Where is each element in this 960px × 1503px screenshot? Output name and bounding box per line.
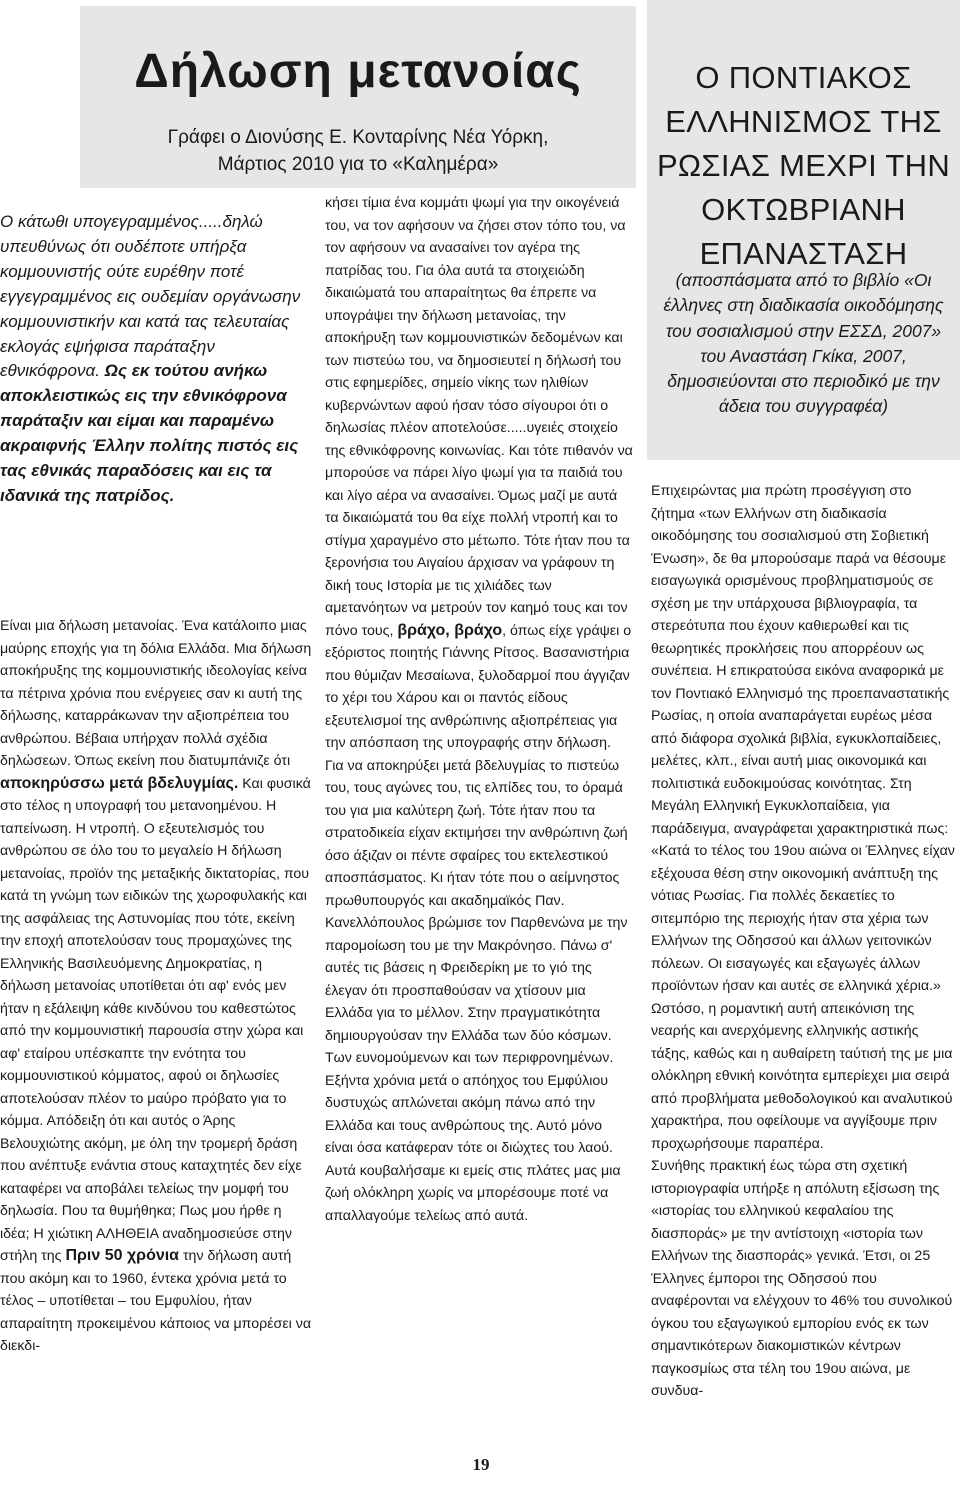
col2-text-2: , όπως είχε γράψει ο εξόριστος ποιητής Γιάννης Ρίτσος. Βασανιστήρια που θύμιζαν Μεσαίωνα, ξυλοδαρμοί που άγγιζαν το χέρι του Χάρου και οι παντός είδους εξευτελισμοί της ανθρώπινης αξιοπρέπειας για την απόσπαση της υπογραφής στην δήλωση. Για να αποκηρύξει μετά βδελυγμίας το πιστεύω του, τους αγώνες του, τις ελπίδες του, το όραμά του για μια καλύτερη ζωή. Τότε ήταν που τα στρατοδικεία είχαν εκτιμήσει την ανθρώπινη ζωή όσο άξιζαν οι πέντε σφαίρες του εκτελεστικού αποσπάσματος. Κι ήταν τότε που ο αείμνηστος πρωθυπουργός και ακαδημαϊκός Παν. Κανελλόπουλος βρώμισε τον Παρθενώνα με την παρομοίωση του με την Μακρόνησο. Πάνω σ' αυτές τις βάσεις η Φρειδερίκη με το γιό της έλεγαν ότι προσπαθούσαν να χτίσουν μια Ελλάδα για το μέλλον. Στην πραγματικότητα δημιουργούσαν την Ελλάδα των δύο κόσμων. Των ευνομούμενων και των περιφρονημένων. Εξήντα χρόνια μετά ο απόηχος του Εμφύλιου δυστυχώς απλώνεται ακόμη πάνω από την Ελλάδα και τους ανθρώπους της. Αυτό μόνο είναι όσα κατάφεραν τότε οι διώχτες του λαού. Αυτά κουβαλήσαμε κι εμείς στις πλάτες μας μια ζωή ολόκληρη χωρίς να μπορέσουμε ποτέ να απαλλαγούμε τελείως από αυτά. [325,622,632,1224]
col2-emphasis: βράχο, βράχο [397,621,503,639]
byline-line-1: Γράφει ο Διονύσης Ε. Κονταρίνης Νέα Υόρκη, [167,127,549,148]
col1-emphasis-1: αποκηρύσσω μετά βδελυγμίας. [0,774,239,792]
page-number: 19 [472,1455,490,1474]
byline-line-2: Μάρτιος 2010 για το «Καλημέρα» [217,154,499,175]
right-article-heading: Ο ΠΟΝΤΙΑΚΟΣ ΕΛΛΗΝΙΣΜΟΣ ΤΗΣ ΡΩΣΙΑΣ ΜΕΧΡΙ ΤΗΝ ΟΚΤΩΒΡΙΑΝΗ ΕΠΑΝΑΣΤΑΣΗ [656,60,951,271]
article-title: Δήλωση μετανοίας [134,45,582,98]
intro-part-2: Ως εκ τούτου ανήκω αποκλειστικώς εις την εθνικόφρονα παράταξιν και είμαι και παραμένω ακραιφνής Έλλην πολίτης πιστός εις τας εθνικάς παραδόσεις και εις τα ιδανικά της πατρίδος. [0,361,299,505]
intro-part-1: Ο κάτωθι υπογεγραμμένος.....δηλώ υπευθύνως ότι ουδέποτε υπήρξα κομμουνιστής ούτε ευρέθην ποτέ εγγεγραμμένος εις ουδεμίαν οργάνωσην κομμουνιστικήν και κατά τας τελευταίας εκλογάς εψήφισα παράταξην εθνικόφρονα. [0,212,301,381]
col1-text-3: την δήλωση αυτή που ακόμη και το 1960, έντεκα χρόνια μετά το τέλος – υποτίθεται – του Εμφυλίου, ήταν απαραίτητη προκειμένου κάποιος να μπορέσει να διεκδι- [0,1248,312,1354]
col1-text-2: Και φυσικά στο τέλος η υπογραφή του μετανοημένου. Η ταπείνωση. Η ντροπή. Ο εξευτελισμός του ανθρώπου σε όλο του το μεγαλείο Η δήλωση μετανοίας, προϊόν της μεταξικής δικτατορίας, που κατά τη γνώμη των ειδικών της χωροφυλακής και της ασφάλειας της Αστυνομίας που τότε, εκείνη την εποχή αποτελούσαν τους προμαχώνες της Ελληνικής Βασιλευόμενης Δημοκρατίας, η δήλωση μετανοίας υποτίθεται ότι αφ' ενός μεν ήταν η εξάλειψη κάθε κινδύνου του καθεστώτος από την κομμουνιστική παρουσία στην χώρα και αφ' εταίρου υπέσκαπτε την ενότητα του κομμουνιστικού κόμματος, αφού οι δηλωσίες αποτελούσαν πλέον το μαύρο πρόβατο για το κόμμα. Απόδειξη ότι και αυτός ο Άρης Βελουχιώτης ακόμη, με όλη την τρομερή δράση που ανέπτυξε ενάντια στους καταχτητές δεν είχε καταφέρει να αποβάλει τελείως την μομφή του δηλωσία. Που τα θυμήθηκα; Πως μου ήρθε η ιδέα; Η χιώτικη ΑΛΗΘΕΙΑ αναδημοσιεύσε στην στήλη της [0,775,311,1264]
col1-emphasis-2: Πριν 50 χρόνια [65,1247,180,1264]
right-article-subtitle: (αποσπάσματα από το βιβλίο «Οι έλληνες στη διαδικασία οικοδόμησης του σοσιαλισμού στην ΕΣΣΔ, 2007» του Αναστάση Γκίκα, 2007, δημοσιεύονται στο περιοδικό με την άδεια του συγγραφέα) [663,270,944,417]
col3-paragraph-1: Επιχειρώντας μια πρώτη προσέγγιση στο ζήτημα «των Ελλήνων στη διαδικασία οικοδόμησης του σοσιαλισμού στη Σοβιετική Ένωση», δε θα μπορούσαμε παρά να θέσουμε εισαγωγικά ορισμένους προβληματισμούς σε σχέση με την υπάρχουσα βιβλιογραφία, τα στερεότυπα που έχουν καθιερωθεί και τις θεωρητικές προκλήσεις που απορρέουν ως συνέπεια. Η επικρατούσα εικόνα αναφορικά με τον Ποντιακό Ελληνισμό της προεπαναστατικής Ρωσίας, η οποία αναπαράγεται ευρέως μέσα από διάφορα σχολικά βιβλία, εγκυκλοπαίδειες, μελέτες, κλπ., είναι αυτή μιας οικονομικά και πολιτιστικά ευδοκιμούσας κοινότητας. Στη Μεγάλη Ελληνική Εγκυκλοπαίδεια, για παράδειγμα, αναγράφεται χαρακτηριστικά πως: «Κατά το τέλος του 19ου αιώνα οι Έλληνες είχαν εξέχουσα θέση στην οικονομική ανάπτυξη της νότιας Ρωσίας. Για πολλές δεκαετίες το σιτεμπόριο της περιοχής ήταν στα χέρια των Ελλήνων της Οδησσού και άλλων γειτονικών πόλεων. Οι εισαγωγές και εξαγωγές άλλων προϊόντων ήσαν και αυτές σε ελληνικά χέρια.» Ωστόσο, η ρομαντική αυτή απεικόνιση της νεαρής και ανερχόμενης ελληνικής αστικής τάξης, καθώς και η αυθαίρετη ταύτισή της με μια ολόκληρη εθνική κοινότητα εμπερίεχει μια σειρά από προβλήματα μεθοδολογικού και αναλυτικού χαρακτήρα, που οφείλουμε να αγγίξουμε πριν προχωρήσουμε παραπέρα. [651,483,955,1152]
col3-paragraph-2: Συνήθης πρακτική έως τώρα στη σχετική ιστοριογραφία υπήρξε η απόλυτη εξίσωση της «ιστορίας του ελληνικού κεφαλαίου της διασποράς» με την αντίστοιχη «ιστορία των Ελλήνων της διασποράς» γενικά. Έτσι, οι 25 Έλληνες έμποροι της Οδησσού που αναφέρονται να ελέγχουν το 46% του συνολικού όγκου του εξαγωγικού εμπορίου ενός εκ των σημαντικότερων διακομιστικών κέντρων παγκοσμίως στα τέλη του 19ου αιώνα, με συνδυα- [651,1158,953,1399]
column-3-text [651,480,956,1403]
col1-text-1: Είναι μια δήλωση μετανοίας. Ένα κατάλοιπο μιας μαύρης εποχής για τη δόλια Ελλάδα. Μια δήλωση αποκήρυξης της κομμουνιστικής ιδεολογίας κείνα τα πέτρινα χρόνια που ενέργειες σαν κι αυτή της δήλωσης, καταρράκωναν την αξιοπρέπεια του ανθρώπου. Βέβαια υπήρχαν πολλά σχέδια δηλώσεων. Όπως εκείνη που διατυμπάνιζε ότι [0,618,312,769]
intro-declaration [0,210,310,509]
column-2-text [325,192,633,1227]
article-byline [80,124,636,178]
col2-text-1: κήσει τίμια ένα κομμάτι ψωμί για την οικογένειά του, να τον αφήσουν να ζήσει στον τόπο του, να τον αφήσουν να ανασαίνει τον αγέρα της πατρίδας του. Για όλα αυτά τα στοιχειώδη δικαιώματά του απαραίτητως θα έπρεπε να υπογράψει την δήλωση μετανοίας, την αποκήρυξη των κομμουνιστικών δεδομένων και των πιστεύω του, να δημοσιευτεί η δήλωσή του στις εφημερίδες, σημείο νίκης των ηλιθίων κυβερνώντων αφού ήσαν τόσο σίγουροι ότι ο δηλωσίας πλέον αποτελούσε.....υγειές στοιχείο της εθνικόφρονης κοινωνίας. Και τότε πιθανόν να μπορούσε να πάρει λίγο ψωμί για τα παιδιά του και λίγο αέρα να ανασαίνει. Όμως μαζί με αυτά τα δικαιώματά του θα είχε πολλή ντροπή και το στίγμα χαραγμένο στο μέτωπο. Τότε ήταν που τα ξερονήσια του Αιγαίου άρχισαν να γράφουν τη δική τους Ιστορία με τις χιλιάδες των αμετανόητων να μετρούν τον καημό τους και τον πόνο τους, [325,195,633,639]
column-1-text [0,615,312,1358]
